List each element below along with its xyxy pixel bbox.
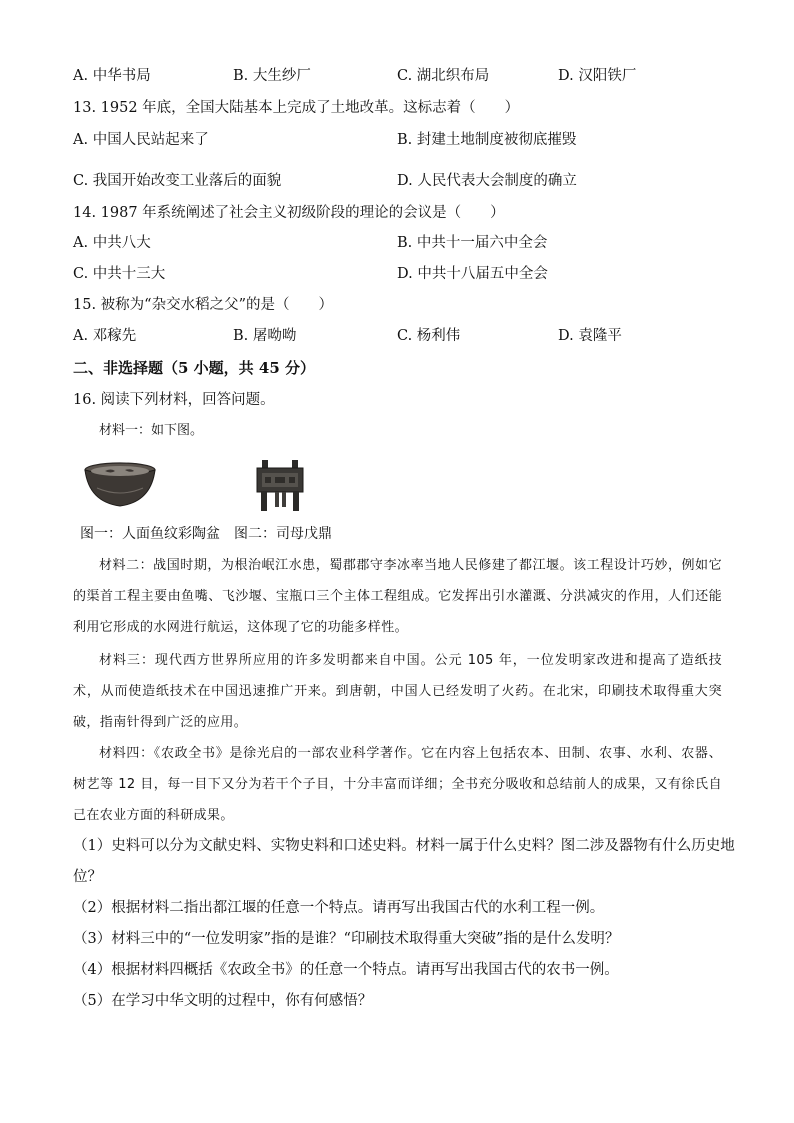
material-4 [73,738,722,831]
sub-question-1-line-2: 位？ [73,869,102,885]
material-4-text: 材料四：《农政全书》是徐光启的一部农业科学著作。它在内容上包括农本、田制、农事、水利、农器、树艺等 12 目，每一目下又分为若干个子目，十分丰富而详细；全书充分吸收和总结前人的成果，又有徐氏自己在农业方面的科研成果。 [73,746,722,823]
q12-option-a: A. 中华书局 [73,68,151,84]
sub-question-1-line-1: （1）史料可以分为文献史料、实物史料和口述史料。材料一属于什么史料？图二涉及器物有什么历史地 [73,838,735,854]
q15-option-a: A. 邓稼先 [73,328,137,344]
q13-option-a: A. 中国人民站起来了 [73,132,209,148]
material-3-text: 材料三：现代西方世界所应用的许多发明都来自中国。公元 105 年，一位发明家改进和提高了造纸技术，从而使造纸技术在中国迅速推广开来。到唐朝，中国人已经发明了火药。在北宋，印刷技术取得重大突破，指南针得到广泛的应用。 [73,653,722,730]
sub-question-3: （3）材料三中的“一位发明家”指的是谁？“印刷技术取得重大突破”指的是什么发明？ [73,931,620,947]
q15-stem: 15. 被称为“杂交水稻之父”的是（ ） [73,297,333,313]
sub-question-4: （4）根据材料四概括《农政全书》的任意一个特点。请再写出我国古代的农书一例。 [73,962,619,978]
q14-stem: 14. 1987 年系统阐述了社会主义初级阶段的理论的会议是（ ） [73,205,505,221]
q14-option-d: D. 中共十八届五中全会 [397,266,548,282]
q12-option-b: B. 大生纱厂 [233,68,311,84]
material-1-label: 材料一：如下图。 [99,423,204,438]
material-2-text: 材料二：战国时期，为根治岷江水患，蜀郡郡守李冰率当地人民修建了都江堰。该工程设计巧妙，例如它的渠首工程主要由鱼嘴、飞沙堰、宝瓶口三个主体工程组成。它发挥出引水灌溉、分洪减灾的作用，人们还能利用它形成的水网进行航运，这体现了它的功能多样性。 [73,558,722,635]
q15-option-d: D. 袁隆平 [558,328,622,344]
q14-option-c: C. 中共十三大 [73,266,166,282]
q14-option-b: B. 中共十一届六中全会 [397,235,548,251]
q16-stem: 16. 阅读下列材料，回答问题。 [73,392,275,408]
bronze-ding-image [253,459,307,513]
figure-caption: 图一：人面鱼纹彩陶盆 图二：司母戊鼎 [80,526,332,542]
q12-option-d: D. 汉阳铁厂 [558,68,637,84]
sub-question-5: （5）在学习中华文明的过程中，你有何感悟？ [73,993,373,1009]
q13-option-c: C. 我国开始改变工业落后的面貌 [73,173,282,189]
sub-question-2: （2）根据材料二指出都江堰的任意一个特点。请再写出我国古代的水利工程一例。 [73,900,605,916]
pottery-basin-image [83,462,157,508]
q14-option-a: A. 中共八大 [73,235,151,251]
section-heading: 二、非选择题（5 小题，共 45 分） [73,359,315,377]
q13-stem: 13. 1952 年底，全国大陆基本上完成了土地改革。这标志着（ ） [73,100,520,116]
q12-option-c: C. 湖北织布局 [397,68,490,84]
material-3 [73,645,722,738]
q13-option-d: D. 人民代表大会制度的确立 [397,173,577,189]
material-2 [73,550,722,643]
q13-option-b: B. 封建土地制度被彻底摧毁 [397,132,577,148]
q15-option-c: C. 杨利伟 [397,328,461,344]
q15-option-b: B. 屠呦呦 [233,328,297,344]
